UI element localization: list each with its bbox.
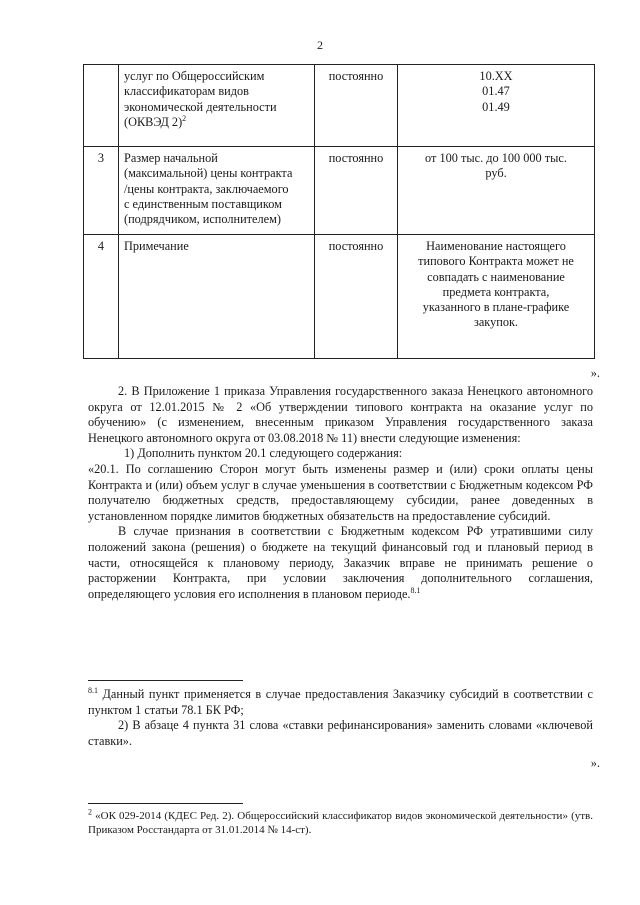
- row-frequency-cell: постоянно: [315, 147, 398, 235]
- footnote-divider: [88, 803, 243, 804]
- row-frequency-cell: постоянно: [315, 65, 398, 147]
- row-number-cell: 4: [84, 235, 119, 359]
- footnote-2: $^2$ «ОК 029-2014 (КДЕС Ред. 2). Общероссийский классификатор видов экономической деятельности» (утв. Приказом Росстандарта от 31.01.2014 № 14-ст).: [88, 807, 593, 836]
- table-row: [84, 235, 595, 359]
- amendment-text: [88, 384, 593, 602]
- row-value-cell: 10.XX 01.47 01.49: [398, 65, 595, 147]
- item-1: 1) Дополнить пунктом 20.1 следующего содержания:: [124, 446, 403, 461]
- table-row: [84, 65, 595, 147]
- row-description-cell: Размер начальной (максимальной) цены контракта /цены контракта, заключаемого с единственным поставщиком (подрядчиком, исполнителем): [119, 147, 315, 235]
- row-description-cell: услуг по Общероссийским классификаторам видов экономической деятельности (ОКВЭД 2)$^2$: [119, 65, 315, 147]
- paragraph-2: 2. В Приложение 1 приказа Управления государственного заказа Ненецкого автономного округа от 12.01.2015 № 2 «Об утверждении типового контракта на оказание услуг по обучению» (с изменением, внесенным приказом Управления государственного заказа Ненецкого автономного округа от 03.08.2018 № 11) внести следующие изменения:: [88, 384, 593, 445]
- row-frequency-cell: постоянно: [315, 235, 398, 359]
- footnote-ref: 8.1: [410, 585, 421, 595]
- footnote-8-1: $^{8.1}$ Данный пункт применяется в случае предоставления Заказчику субсидий в соответствии с пунктом 1 статьи 78.1 БК РФ;: [88, 685, 593, 717]
- footnote-mark: 8.1: [88, 685, 98, 695]
- row-number-cell: [84, 65, 119, 147]
- item-20-1: «20.1. По соглашению Сторон могут быть изменены размер и (или) сроки оплаты цены Контракта и (или) объем услуг в случае уменьшения в соответствии с Бюджетным кодексом РФ получателю бюджетных средств, предоставляющему субсидии, ранее доведенных в установленном порядке лимитов бюджетных обязательств на предоставление субсидий.: [88, 461, 593, 523]
- footnote-divider: [88, 680, 243, 681]
- row-value-cell: Наименование настоящего типового Контракта может не совпадать с наименование предмета контракта, указанного в плане-графике закупок.: [398, 235, 595, 359]
- row-number-cell: 3: [84, 147, 119, 235]
- footnote-8-1-block: [88, 687, 593, 749]
- row-description-cell: Примечание: [119, 235, 315, 359]
- page-number: 2: [317, 38, 323, 52]
- footnote-ref: 2: [182, 113, 187, 123]
- table-row: [84, 147, 595, 235]
- row-value-cell: от 100 тыс. до 100 000 тыс. руб.: [398, 147, 595, 235]
- table-closing-quote: ».: [590, 366, 600, 380]
- closing-quote: ».: [590, 756, 600, 770]
- contract-parameters-table: [83, 64, 595, 359]
- item-20-1-paragraph-2: В случае признания в соответствии с Бюджетным кодексом РФ утратившими силу положений закона (решения) о бюджете на текущий финансовый год и плановый период в части, относящейся к плановому периоду, Заказчик вправе не принимать решение о расторжении Контракта, при условии заключения дополнительного соглашения, определяющего условия его исполнения в плановом периоде.$^{8.1}$: [88, 524, 593, 601]
- footnote-mark: 2: [88, 807, 92, 817]
- item-2: 2) В абзаце 4 пункта 31 слова «ставки рефинансирования» заменить словами «ключевой ставки».: [88, 718, 593, 748]
